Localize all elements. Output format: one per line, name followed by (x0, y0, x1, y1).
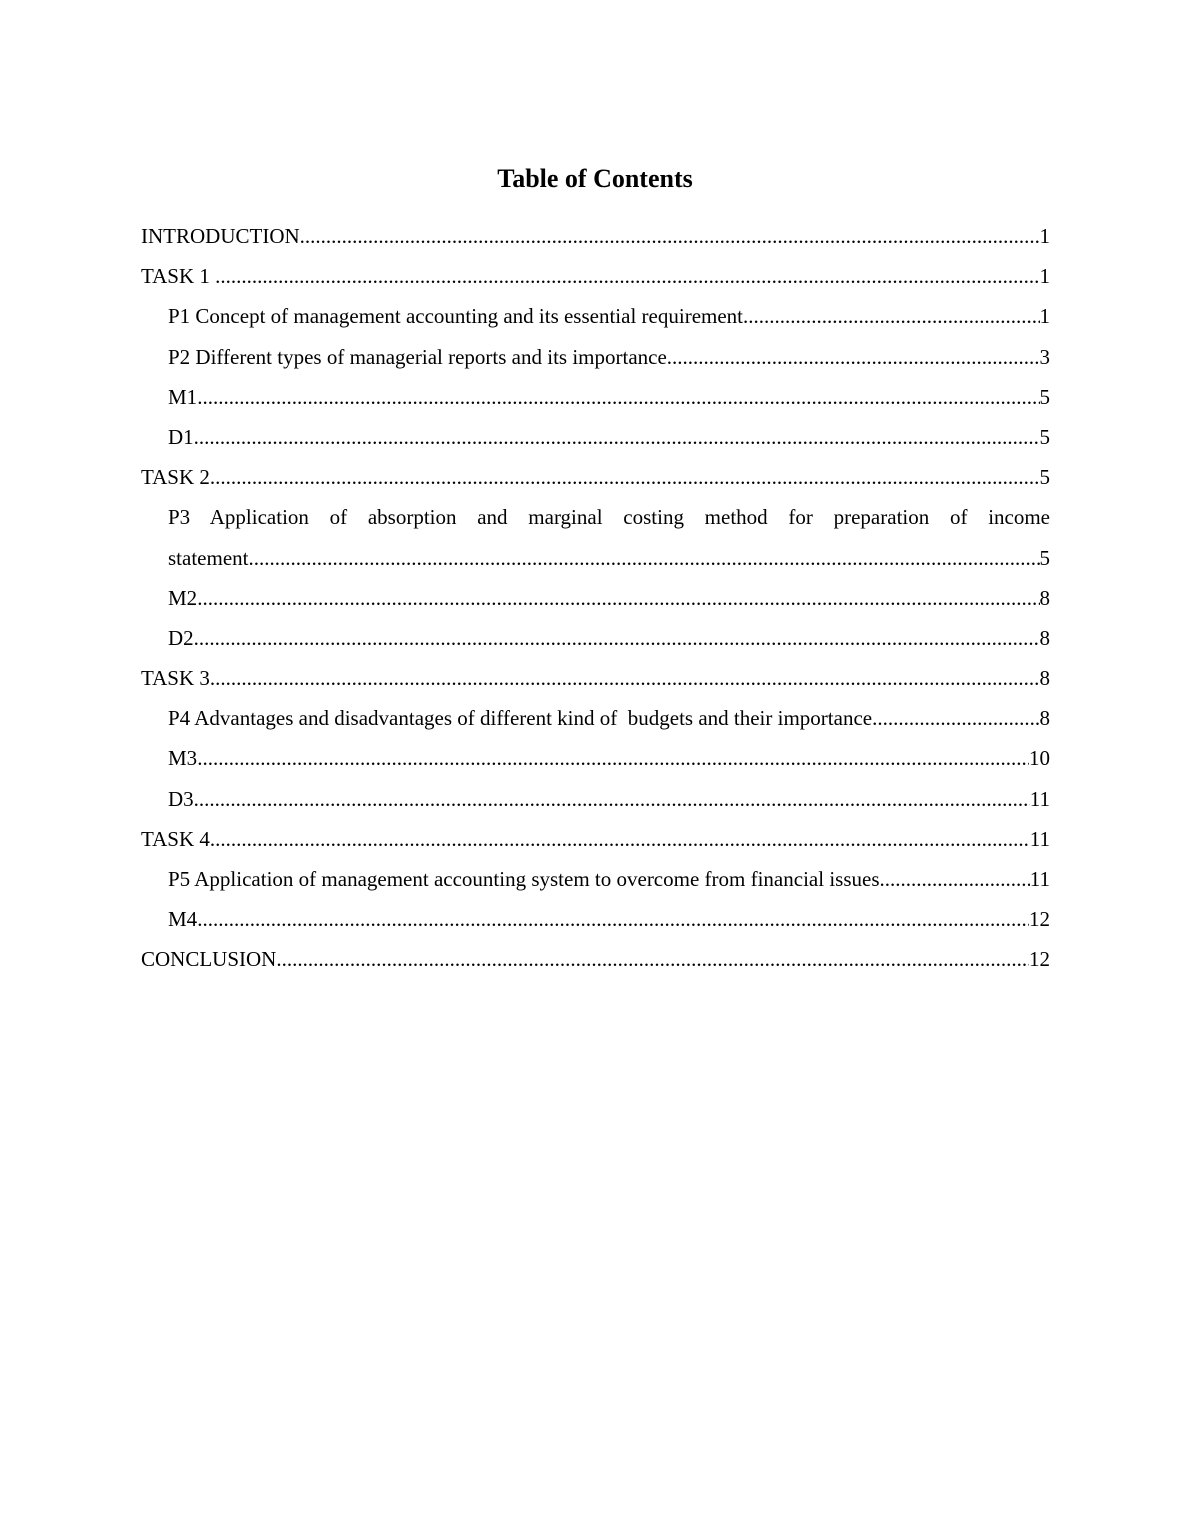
dot-leader (276, 939, 1029, 979)
toc-entry-p5[interactable] (141, 859, 1050, 899)
toc-entry-text: INTRODUCTION (141, 224, 300, 248)
toc-title: Table of Contents (497, 164, 693, 193)
toc-page-number: 8 (1039, 625, 1050, 650)
toc-page-number: 1 (1039, 264, 1050, 289)
toc-page-number: 8 (1039, 585, 1050, 610)
toc-entry-task-1[interactable] (141, 256, 1050, 296)
dot-leader (667, 337, 1040, 377)
toc-entry-p4[interactable] (141, 698, 1050, 738)
toc-entry-line-2 (168, 538, 1050, 578)
toc-entry-p2[interactable] (141, 337, 1050, 377)
toc-entry-task-2[interactable] (141, 457, 1050, 497)
toc-entry-text: CONCLUSION (141, 947, 277, 972)
toc-entry-text: P4 Advantages and disadvantages of different kind of budgets and their importance (168, 706, 873, 731)
toc-entry-text: TASK 3 (141, 666, 210, 691)
dot-leader (194, 417, 1040, 457)
dot-leader (197, 377, 1039, 417)
toc-entry-text: D3 (168, 786, 194, 811)
toc-entry-task-3[interactable] (141, 658, 1050, 698)
dot-leader (880, 859, 1030, 899)
toc-entry-text: P1 Concept of management accounting and its essential requirement (168, 304, 743, 329)
dot-leader (210, 658, 1040, 698)
toc-page-number: 1 (1039, 304, 1050, 329)
toc-entry-text: P2 Different types of managerial reports and its importance (168, 344, 667, 369)
toc-entry-text-line-2: statement (168, 545, 249, 570)
dot-leader (210, 457, 1040, 497)
toc-page-number: 5 (1039, 465, 1050, 490)
dot-leader (197, 899, 1029, 939)
toc-list (141, 216, 1050, 980)
toc-page-number: 12 (1029, 947, 1050, 972)
toc-entry-introduction[interactable] (141, 216, 1050, 256)
toc-entry-text: M3 (168, 746, 198, 771)
dot-leader (194, 618, 1040, 658)
toc-page-number: 5 (1039, 424, 1050, 449)
toc-entry-text: TASK 1 (141, 264, 216, 289)
toc-entry-conclusion[interactable] (141, 939, 1050, 979)
toc-entry-text: M4 (168, 907, 198, 932)
toc-entry-p1[interactable] (141, 296, 1050, 336)
toc-page-number: 5 (1039, 384, 1050, 409)
dot-leader (215, 256, 1039, 296)
toc-page-number: 11 (1029, 867, 1050, 891)
toc-entry-text-line-1: P3 Application of absorption and marginal costing method for preparation of income (168, 505, 1050, 530)
dot-leader (210, 819, 1030, 859)
toc-page-number: 11 (1029, 786, 1050, 811)
dot-leader (197, 578, 1039, 618)
toc-page-number: 10 (1029, 746, 1050, 771)
toc-entry-m4[interactable] (141, 899, 1050, 939)
toc-entry-d1[interactable] (141, 417, 1050, 457)
dot-leader (194, 779, 1030, 819)
toc-entry-task-4[interactable] (141, 819, 1050, 859)
toc-entry-text: M2 (168, 585, 198, 610)
dot-leader (743, 296, 1040, 336)
toc-entry-text: M1 (168, 384, 198, 409)
toc-entry-text: TASK 4 (141, 826, 210, 851)
toc-entry-m2[interactable] (141, 578, 1050, 618)
toc-page-number: 8 (1039, 666, 1050, 691)
toc-entry-m3[interactable] (141, 738, 1050, 778)
toc-entry-text: D2 (168, 625, 194, 650)
toc-page-number: 11 (1029, 826, 1050, 851)
toc-page-number: 3 (1039, 344, 1050, 369)
dot-leader (300, 216, 1040, 256)
toc-page-number: 1 (1039, 224, 1050, 248)
toc-entry-text: D1 (168, 424, 194, 449)
toc-entry-d2[interactable] (141, 618, 1050, 658)
toc-entry-p3[interactable] (141, 497, 1050, 577)
toc-entry-m1[interactable] (141, 377, 1050, 417)
dot-leader (248, 538, 1039, 578)
dot-leader (872, 698, 1039, 738)
toc-entry-text: P5 Application of management accounting system to overcome from financial issues (168, 867, 880, 891)
toc-page-number: 5 (1039, 545, 1050, 570)
dot-leader (197, 738, 1029, 778)
toc-page-number: 8 (1039, 706, 1050, 731)
toc-entry-text: TASK 2 (141, 465, 210, 490)
toc-page-number: 12 (1029, 907, 1050, 932)
toc-entry-d3[interactable] (141, 779, 1050, 819)
